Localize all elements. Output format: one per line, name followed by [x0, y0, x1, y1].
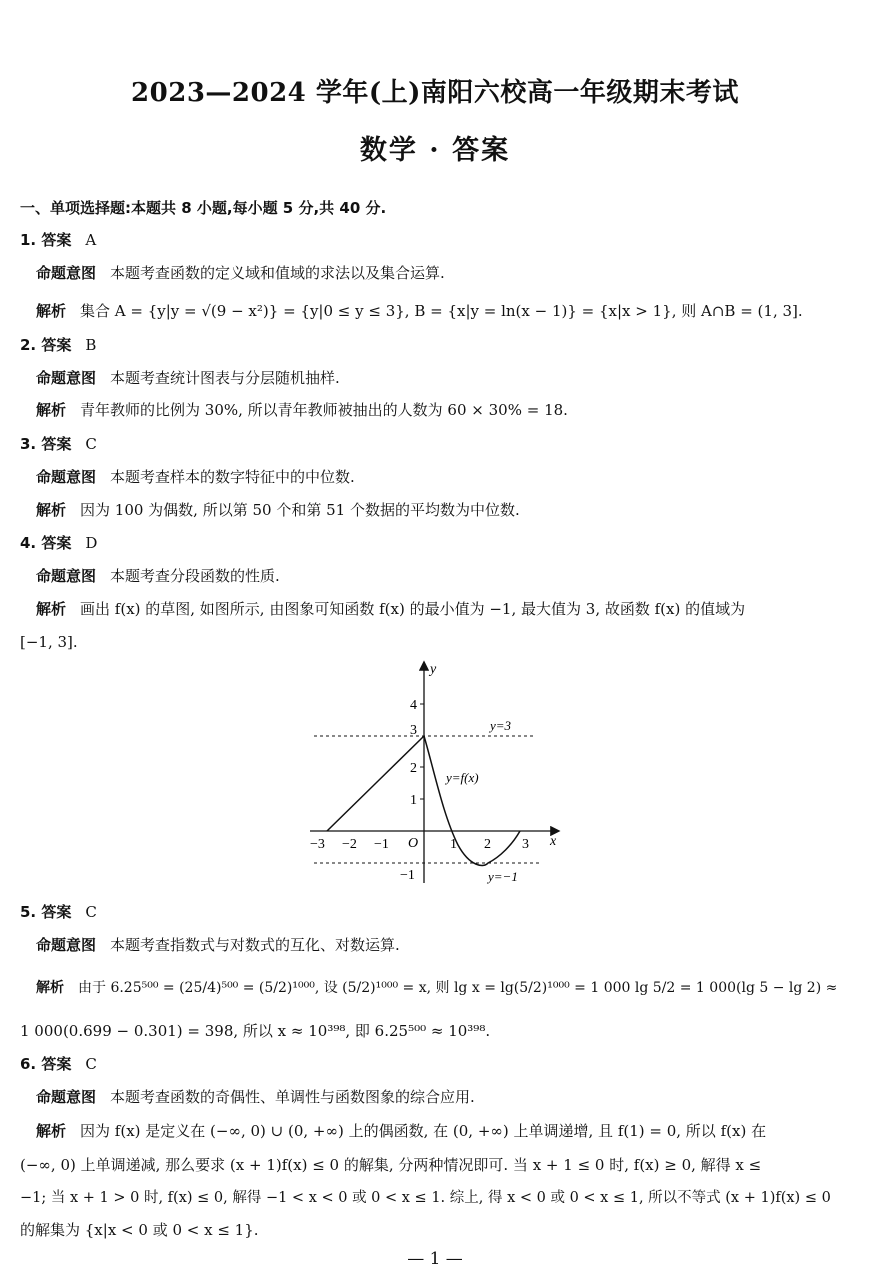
q2-solution-text: 青年教师的比例为 30%, 所以青年教师被抽出的人数为 60 × 30% = 18.: [80, 401, 568, 419]
y-tick-1: 1: [410, 793, 417, 808]
q6-solution-text-3: −1; 当 x + 1 > 0 时, f(x) ≤ 0, 解得 −1 < x < 0 或 0 < x ≤ 1. 综上, 得 x < 0 或 0 < x ≤ 1, 所以不等式 (x + 1)f(x) ≤ 0: [20, 1190, 831, 1206]
x-tick-neg3: −3: [310, 837, 325, 852]
y-axis-label: y: [430, 662, 437, 677]
q4-solution: [36, 599, 745, 619]
q6-answer: C: [85, 1055, 97, 1073]
section-heading: 一、单项选择题:本题共 8 小题,每小题 5 分,共 40 分.: [20, 199, 387, 217]
q1-solution: [36, 301, 803, 321]
y-tick-4: 4: [410, 698, 417, 713]
q1-intent: [36, 263, 445, 283]
q2-answer: B: [85, 336, 97, 354]
q6-number: 6. 答案: [20, 1055, 72, 1073]
page-title: 2023—2024 学年(上)南阳六校高一年级期末考试: [131, 78, 739, 108]
q4-answer: D: [85, 534, 98, 552]
q5-solution-label: 解析: [36, 980, 64, 996]
q1-answer: A: [85, 231, 97, 249]
q5-solution-text-2: 1 000(0.699 − 0.301) = 398, 所以 x ≈ 10³⁹⁸, 即 6.25⁵⁰⁰ ≈ 10³⁹⁸.: [20, 1022, 491, 1040]
q3-solution-text: 因为 100 为偶数, 所以第 50 个和第 51 个数据的平均数为中位数.: [80, 501, 520, 519]
q2-solution-label: 解析: [36, 401, 67, 419]
q5-solution-text-1: 由于 6.25⁵⁰⁰ = (25/4)⁵⁰⁰ = (5/2)¹⁰⁰⁰, 设 (5/2)¹⁰⁰⁰ = x, 则 lg x = lg(5/2)¹⁰⁰⁰ = 1 000 lg 5/2 = 1 000(lg 5 − lg 2) ≈: [78, 980, 838, 996]
q4-solution-text-1: 画出 f(x) 的草图, 如图所示, 由图象可知函数 f(x) 的最小值为 −1, 最大值为 3, 故函数 f(x) 的值域为: [80, 600, 746, 618]
q3-intent: [36, 467, 355, 487]
q6-solution: [36, 1121, 766, 1141]
q4-intent: [36, 566, 280, 586]
q1-solution-label: 解析: [36, 302, 67, 320]
q5-answer: C: [85, 903, 97, 921]
q6-solution-text-4: 的解集为 {x|x < 0 或 0 < x ≤ 1}.: [20, 1221, 259, 1239]
q2-answer-line: [20, 335, 96, 355]
q4-solution-text-2: [−1, 3].: [20, 633, 78, 651]
q1-intent-text: 本题考查函数的定义域和值域的求法以及集合运算.: [110, 264, 445, 282]
q1-solution-text: 集合 A = {y|y = √(9 − x²)} = {y|0 ≤ y ≤ 3}, B = {x|y = ln(x − 1)} = {x|x > 1}, 则 A∩B = (1, 3].: [80, 302, 803, 320]
q4-answer-line: [20, 533, 97, 553]
q5-number: 5. 答案: [20, 903, 72, 921]
q6-answer-line: [20, 1054, 97, 1074]
page-subtitle: 数学 · 答案: [359, 135, 511, 166]
y-tick-2: 2: [410, 761, 417, 776]
q6-intent-text: 本题考查函数的奇偶性、单调性与函数图象的综合应用.: [110, 1088, 475, 1106]
q6-solution-text-1: 因为 f(x) 是定义在 (−∞, 0) ∪ (0, +∞) 上的偶函数, 在 (0, +∞) 上单调递增, 且 f(1) = 0, 所以 f(x) 在: [80, 1122, 767, 1140]
q5-intent-label: 命题意图: [36, 936, 97, 954]
q3-number: 3. 答案: [20, 435, 72, 453]
q1-number: 1. 答案: [20, 231, 72, 249]
q3-solution-label: 解析: [36, 501, 67, 519]
function-graph: [300, 655, 570, 890]
q4-number: 4. 答案: [20, 534, 72, 552]
q5-solution: [36, 978, 837, 998]
q6-solution-label: 解析: [36, 1122, 67, 1140]
x-tick-1: 1: [450, 837, 457, 852]
q2-number: 2. 答案: [20, 336, 72, 354]
y-tick-neg1: −1: [400, 868, 415, 883]
q3-answer-line: [20, 434, 97, 454]
y-tick-3: 3: [410, 723, 417, 738]
q4-intent-label: 命题意图: [36, 567, 97, 585]
curve-segment: [424, 736, 520, 865]
q4-solution-label: 解析: [36, 600, 67, 618]
q2-intent-text: 本题考查统计图表与分层随机抽样.: [110, 369, 340, 387]
x-tick-2: 2: [484, 837, 491, 852]
q5-intent-text: 本题考查指数式与对数式的互化、对数运算.: [110, 936, 400, 954]
q6-solution-text-2: (−∞, 0) 上单调递减, 那么要求 (x + 1)f(x) ≤ 0 的解集, 分两种情况即可. 当 x + 1 ≤ 0 时, f(x) ≥ 0, 解得 x ≤: [20, 1156, 762, 1174]
origin-label: O: [408, 836, 419, 851]
label-y-3: y=3: [490, 718, 512, 733]
x-axis-label: x: [550, 834, 557, 849]
q5-answer-line: [20, 902, 97, 922]
q6-intent: [36, 1087, 475, 1107]
label-y-neg1: y=−1: [488, 869, 518, 884]
linear-segment: [327, 736, 424, 831]
q5-intent: [36, 935, 400, 955]
q3-answer: C: [85, 435, 97, 453]
q2-intent: [36, 368, 340, 388]
page-number: — 1 —: [407, 1249, 463, 1269]
q3-intent-label: 命题意图: [36, 468, 97, 486]
x-tick-neg2: −2: [342, 837, 357, 852]
x-tick-neg1: −1: [374, 837, 389, 852]
q2-intent-label: 命题意图: [36, 369, 97, 387]
label-curve: y=f(x): [446, 770, 479, 785]
q3-intent-text: 本题考查样本的数字特征中的中位数.: [110, 468, 355, 486]
q1-answer-line: [20, 230, 96, 250]
q6-intent-label: 命题意图: [36, 1088, 97, 1106]
q1-intent-label: 命题意图: [36, 264, 97, 282]
x-tick-3: 3: [522, 837, 529, 852]
q3-solution: [36, 500, 520, 520]
q2-solution: [36, 400, 568, 420]
q4-intent-text: 本题考查分段函数的性质.: [110, 567, 280, 585]
